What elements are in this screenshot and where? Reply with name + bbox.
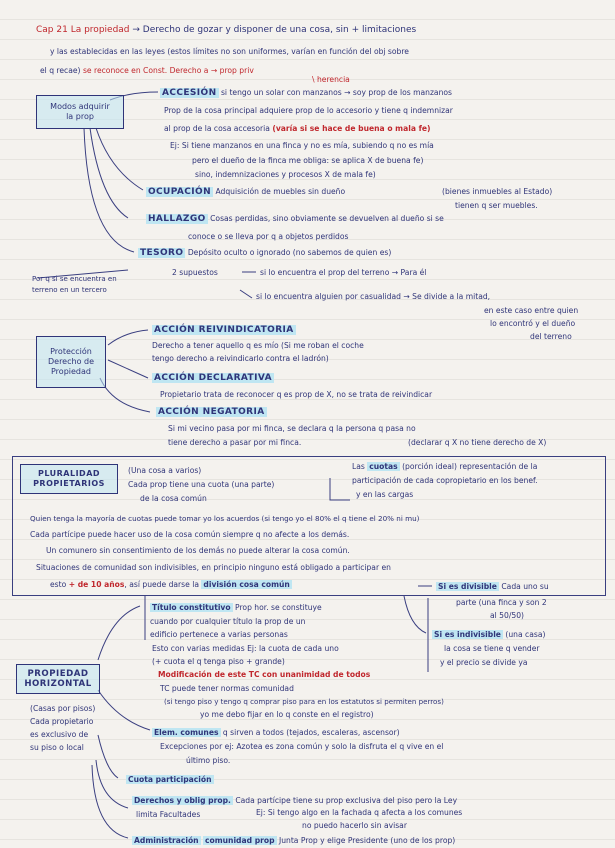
ocupacion-2: (bienes inmuebles al Estado) — [442, 187, 553, 196]
pluralidad-box: PLURALIDAD PROPIETARIOS — [20, 464, 118, 494]
plur-def-2: Cada prop tiene una cuota (una parte) — [128, 480, 275, 489]
neg-2: tiene derecho a pasar por mi finca. — [168, 438, 302, 447]
cuotas-3: y en las cargas — [356, 490, 414, 499]
derechos-title: Derechos y oblig prop. — [134, 796, 231, 805]
der-3: Ej: Si tengo algo en la fachada q afecta a los comunes — [256, 808, 463, 817]
elem-3: último piso. — [186, 756, 231, 765]
divisible-title: Si es divisible — [438, 582, 497, 591]
indivisible-3: y el precio se divide ya — [440, 658, 528, 667]
tesoro-side-2: terreno en un tercero — [32, 286, 107, 294]
indivisible-2: la cosa se tiene q vender — [444, 644, 540, 653]
plur-def-1: (Una cosa a varios) — [128, 466, 202, 475]
accesion-fe-note: (varía si se hace de buena o mala fe) — [272, 124, 431, 133]
titulo-2: cuando por cualquier título la prop de un — [150, 617, 306, 626]
accesion-5: pero el dueño de la finca me obliga: se aplica X de buena fe) — [192, 156, 424, 165]
plur-p4: Situaciones de comunidad son indivisibles, en principio ninguno está obligado a participar en — [36, 563, 391, 572]
chapter-title: La propiedad — [70, 25, 130, 35]
titulo-line: Título constitutivo Prop hor. se constituye — [152, 603, 322, 612]
titulo-9: yo me debo fijar en lo q conste en el registro) — [200, 710, 374, 719]
indivisible-title: Si es indivisible — [434, 630, 501, 639]
titulo-5: (+ cuota el q tenga piso + grande) — [152, 657, 285, 666]
accesion-3: al prop de la cosa accesoria (varía si se hace de buena o mala fe) — [164, 124, 431, 133]
divisible-line: Si es divisible Cada uno su — [438, 582, 549, 591]
neg-1: Si mi vecino pasa por mi finca, se declara q la persona q pasa no — [168, 424, 416, 433]
decl-1: Propietario trata de reconocer q es prop de X, no se trata de reivindicar — [160, 390, 433, 399]
division-cosa-comun: división cosa común — [203, 580, 290, 589]
accesion-title: ACCESIÓN — [162, 88, 217, 98]
note-private-prop: → prop priv — [210, 66, 254, 75]
tesoro-title: TESORO — [140, 248, 184, 258]
horiz-sub-4: su piso o local — [30, 743, 84, 752]
constitution-note: se reconoce en Const. Derecho a — [82, 66, 209, 75]
tesoro-line: TESORO Depósito oculto o ignorado (no sabemos de quien es) — [140, 248, 392, 258]
ocupacion-title: OCUPACIÓN — [148, 187, 212, 197]
titulo-title: Título constitutivo — [152, 603, 231, 612]
plur-p5: esto + de 10 años, así puede darse la división cosa común — [50, 580, 290, 589]
plur-p2: Cada partícipe puede hacer uso de la cosa común siempre q no afecte a los demás. — [30, 530, 350, 539]
titulo-3: edificio pertenece a varias personas — [150, 630, 288, 639]
hallazgo-2: conoce o se lleva por q a objetos perdidos — [188, 232, 349, 241]
reivindicatoria-title: ACCIÓN REIVINDICATORIA — [154, 325, 294, 335]
declarativa-title: ACCIÓN DECLARATIVA — [154, 373, 272, 383]
horiz-sub-1: (Casas por pisos) — [30, 704, 96, 713]
header-def-2: y las establecidas en las leyes (estos límites no son uniformes, varían en función del obj sobre — [50, 47, 409, 56]
horizontal-box: PROPIEDAD HORIZONTAL — [16, 664, 100, 694]
elem-line: Elem. comunes q sirven a todos (tejados, escaleras, ascensor) — [154, 728, 400, 737]
proteccion-box: Protección Derecho de Propiedad — [36, 336, 106, 388]
supuesto-5: del terreno — [530, 332, 572, 341]
horiz-sub-3: es exclusivo de — [30, 730, 89, 739]
accesion-4: Ej: Si tiene manzanos en una finca y no es mía, subiendo q no es mía — [170, 141, 434, 150]
accesion-2: Prop de la cosa principal adquiere prop de lo accesorio y tiene q indemnizar — [164, 106, 453, 115]
derechos-line: Derechos y oblig prop. Cada partícipe tiene su prop exclusiva del piso pero la Ley — [134, 796, 458, 805]
negatoria-title: ACCIÓN NEGATORIA — [158, 407, 265, 417]
plur-p3: Un comunero sin consentimiento de los demás no puede alterar la cosa común. — [46, 546, 350, 555]
tesoro-side-1: Por q si se encuentra en — [32, 275, 117, 283]
modos-adquirir-box: Modos adquirir la prop — [36, 95, 124, 129]
ocupacion-line: OCUPACIÓN Adquisición de muebles sin dueño — [148, 187, 346, 197]
cuotas-2: participación de cada copropietario en los benef. — [352, 476, 538, 485]
plur-def-3: de la cosa común — [140, 494, 207, 503]
reiv-1: Derecho a tener aquello q es mío (Si me roban el coche — [152, 341, 364, 350]
neg-3: (declarar q X no tiene derecho de X) — [408, 438, 547, 447]
chapter-number: Cap 21 — [36, 25, 68, 35]
cuotas-term: cuotas — [369, 462, 398, 471]
indivisible-line: Si es indivisible (una casa) — [434, 630, 546, 639]
note-herencia: \ herencia — [312, 75, 350, 84]
elem-title: Elem. comunes — [154, 728, 219, 737]
elem-2: Excepciones por ej: Azotea es zona común y solo la disfruta el q vive en el — [160, 742, 444, 751]
header-def-3: el q recae) se reconoce en Const. Derecho a → prop priv — [40, 66, 254, 75]
hallazgo-title: HALLAZGO — [148, 214, 206, 224]
horiz-sub-2: Cada propietario — [30, 717, 94, 726]
reiv-2: tengo derecho a reivindicarlo contra el ladrón) — [152, 354, 329, 363]
accesion-6: sino, indemnizaciones y procesos X de mala fe) — [195, 170, 376, 179]
der-2: limita Facultades — [136, 810, 201, 819]
supuesto-1: si lo encuentra el prop del terreno → Para él — [260, 268, 427, 277]
titulo-6: Modificación de este TC con unanimidad de todos — [158, 670, 371, 679]
supuesto-2: si lo encuentra alguien por casualidad → Se divide a la mitad, — [256, 292, 491, 301]
plur-p1: Quien tenga la mayoría de cuotas puede tomar yo los acuerdos (si tengo yo el 80% el q tiene el 20% ni mu) — [30, 514, 420, 523]
cuotas-line: Las cuotas (porción ideal) representación de la — [352, 462, 538, 471]
ten-years: + de 10 años — [68, 580, 125, 589]
supuesto-4: lo encontró y el dueño — [490, 319, 576, 328]
cuota-part: Cuota participación — [128, 775, 212, 784]
accesion-line: ACCESIÓN si tengo un solar con manzanos → soy prop de los manzanos — [162, 88, 453, 98]
supuestos-label: 2 supuestos — [172, 268, 218, 277]
header-def-1: → Derecho de gozar y disponer de una cosa, sin + limitaciones — [132, 25, 417, 35]
der-4: no puedo hacerlo sin avisar — [302, 821, 407, 830]
divisible-3: al 50/50) — [490, 611, 525, 620]
titulo-4: Esto con varias medidas Ej: la cuota de cada uno — [152, 644, 339, 653]
hallazgo-line: HALLAZGO Cosas perdidas, sino obviamente se devuelven al dueño si se — [148, 214, 444, 224]
admin-line: Administración comunidad prop Junta Prop y elige Presidente (uno de los prop) — [134, 836, 456, 845]
admin-title: Administración — [134, 836, 199, 845]
titulo-7: TC puede tener normas comunidad — [160, 684, 294, 693]
ocupacion-3: tienen q ser muebles. — [455, 201, 538, 210]
header-line1 — [36, 26, 416, 35]
supuesto-3: en este caso entre quien — [484, 306, 579, 315]
divisible-2: parte (una finca y son 2 — [456, 598, 547, 607]
titulo-8: (si tengo piso y tengo q comprar piso para en los estatutos si permiten perros) — [164, 697, 444, 706]
